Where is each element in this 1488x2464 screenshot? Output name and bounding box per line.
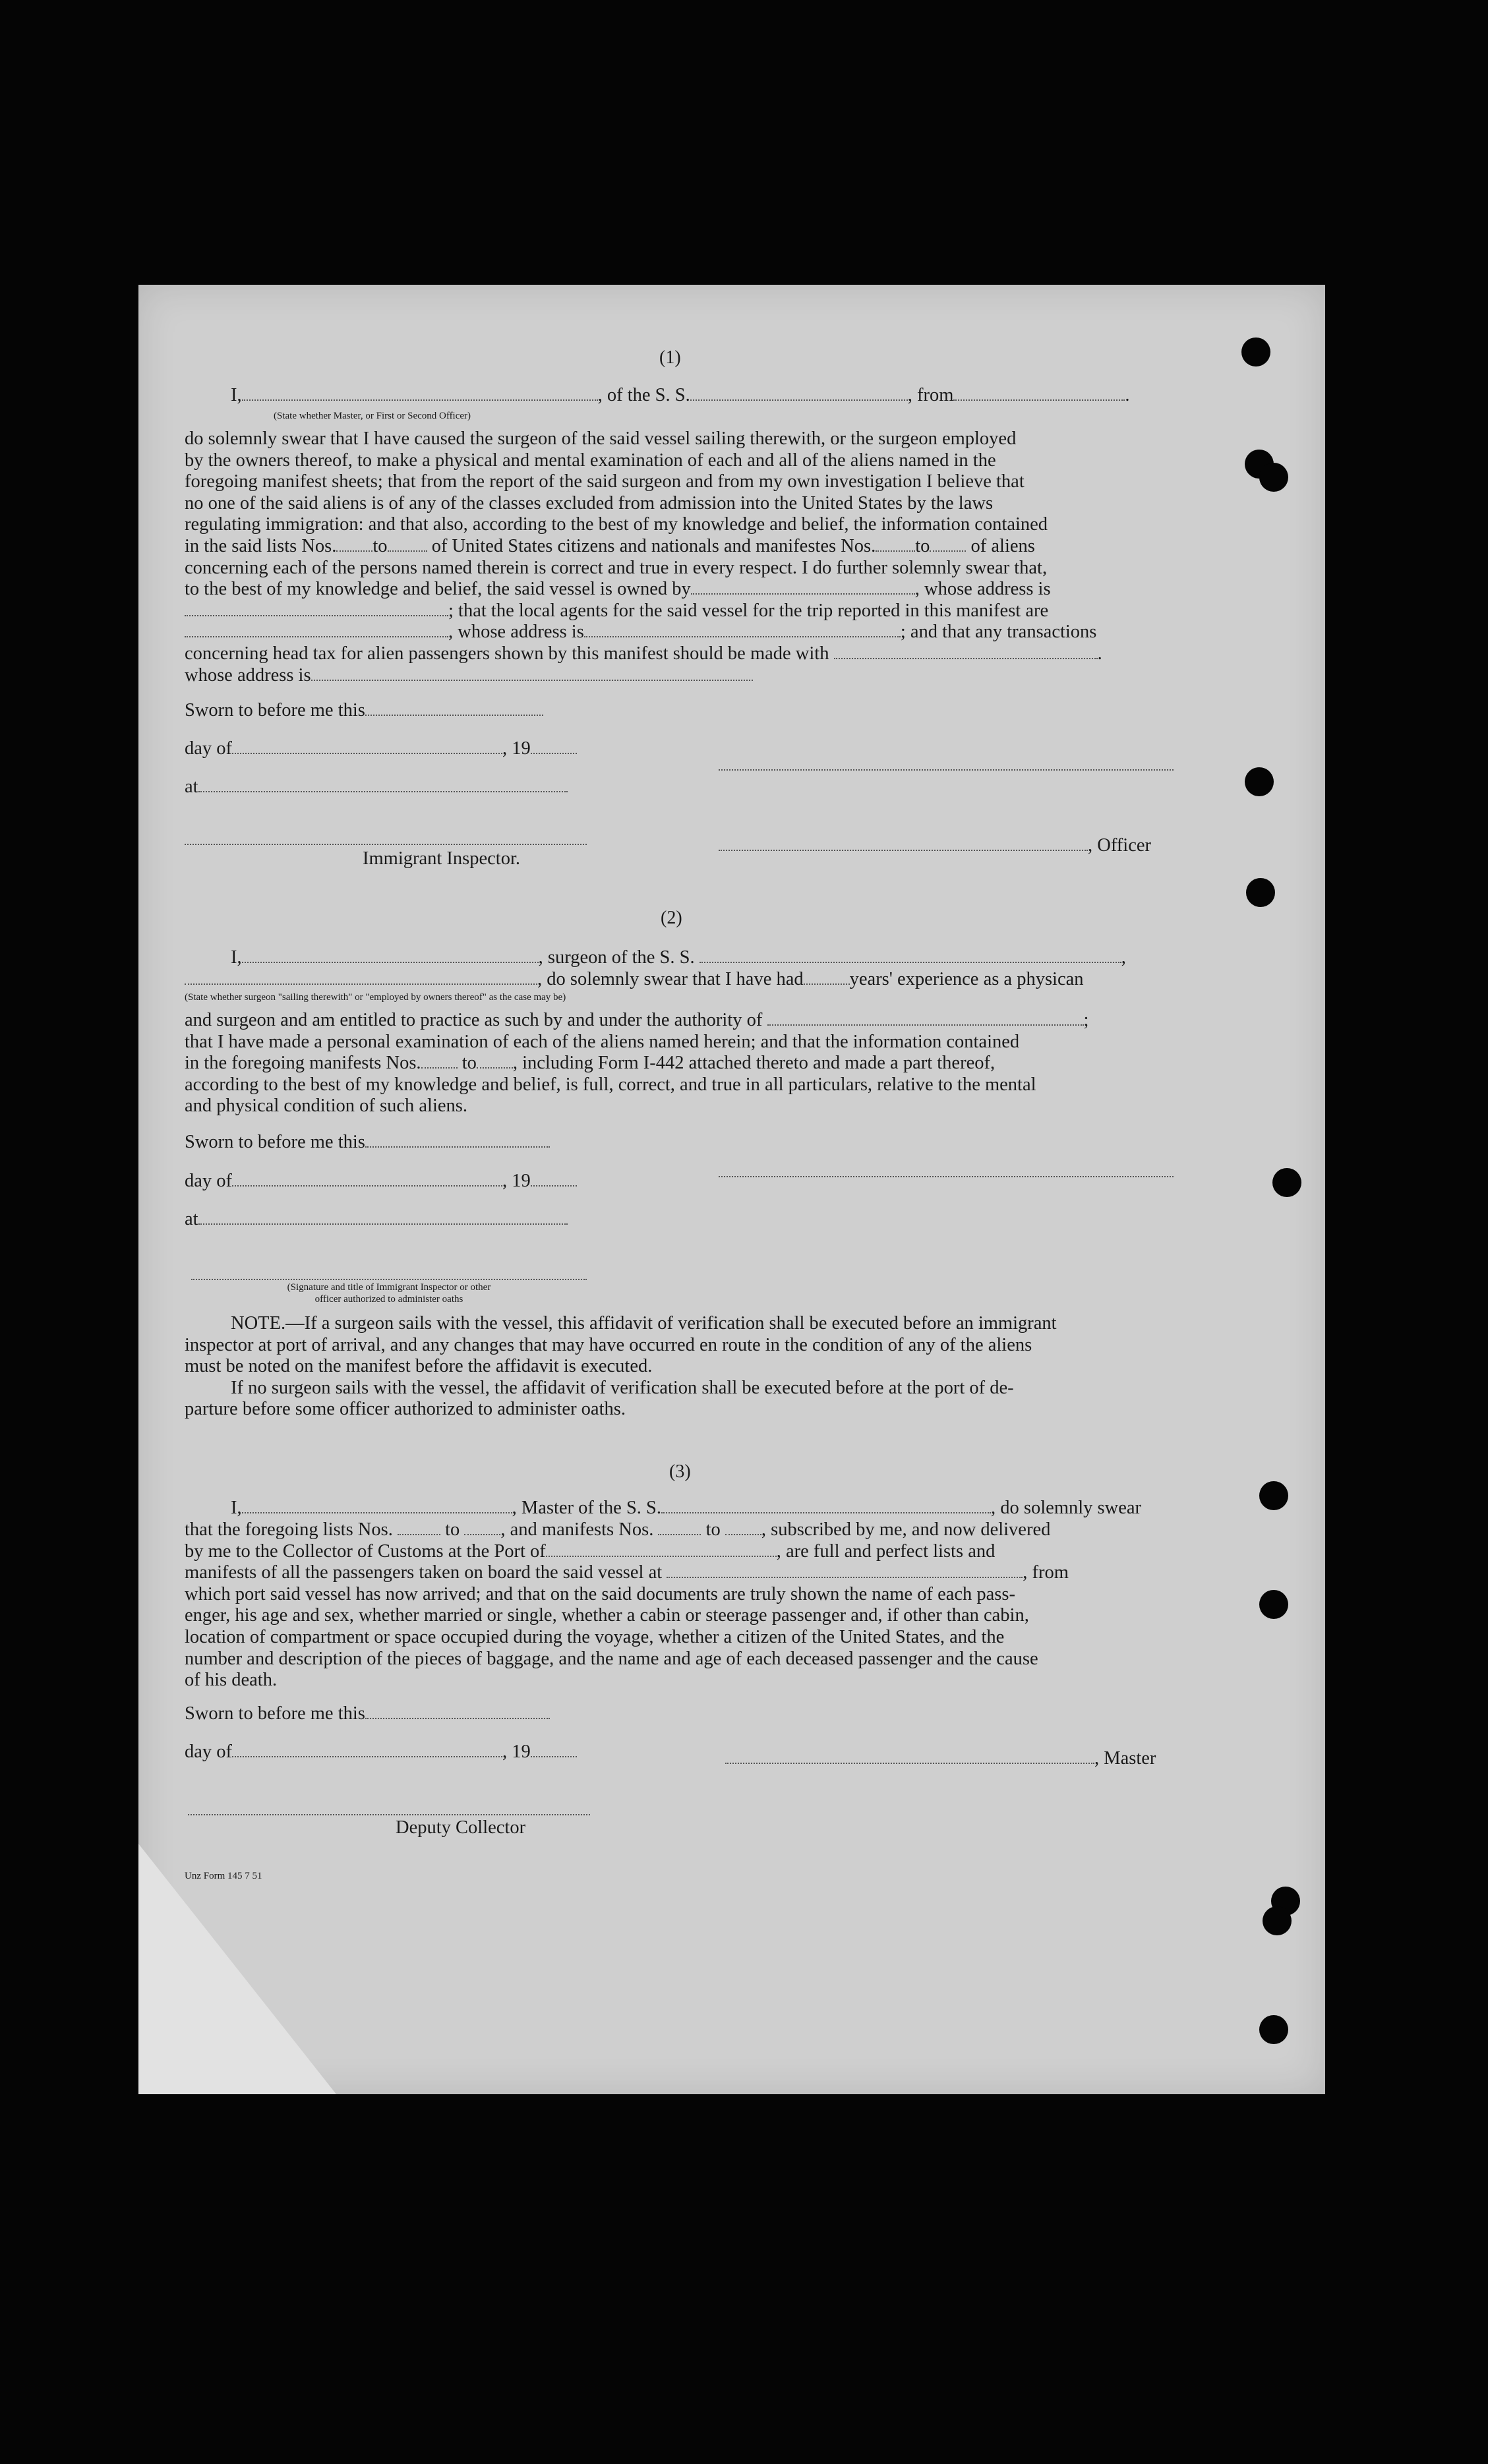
punch-hole <box>1241 337 1270 367</box>
master-line <box>725 1748 1156 1769</box>
text: , <box>1121 947 1126 968</box>
text: to <box>445 1519 460 1540</box>
text: , 19 <box>502 738 531 759</box>
port-field[interactable] <box>546 1542 777 1557</box>
text: , including Form I-442 attached thereto and made a part thereof, <box>512 1053 996 1074</box>
text: by me to the Collector of Customs at the Port of <box>185 1540 546 1562</box>
text: day of <box>185 1171 233 1191</box>
body-line <box>185 601 1177 622</box>
body-line: number and description of the pieces of baggage, and the name and age of each deceased passenger and the cause <box>185 1648 1038 1669</box>
text: of aliens <box>970 535 1035 556</box>
body-line: of his death. <box>185 1670 278 1691</box>
note-line: inspector at port of arrival, and any changes that may have occurred en route in the condition of any of the aliens <box>185 1334 1032 1355</box>
text: , Master <box>1094 1748 1156 1769</box>
sworn-date-field[interactable] <box>365 1133 550 1148</box>
day-line <box>185 1742 577 1763</box>
punch-hole <box>1246 878 1275 907</box>
manifest-no-from-field[interactable] <box>658 1521 701 1535</box>
oath-line: I, , of the S. S. , from . <box>231 385 1130 405</box>
text: I, <box>231 947 242 968</box>
day-field[interactable] <box>232 1743 502 1757</box>
text: manifests of all the passengers taken on board the said vessel at <box>185 1562 663 1583</box>
place-field[interactable] <box>198 778 568 792</box>
from-port-field[interactable] <box>953 386 1125 401</box>
authority-field[interactable] <box>767 1011 1084 1026</box>
text: Sworn to before me this <box>185 1703 365 1724</box>
sworn-line <box>185 1132 550 1153</box>
body-line <box>185 579 1177 601</box>
sworn-date-field[interactable] <box>365 1705 550 1719</box>
manifest-no-from-field[interactable] <box>421 1054 458 1069</box>
at-line <box>185 777 568 798</box>
text: Sworn to before me this <box>185 700 365 720</box>
manifest-no-to-field[interactable] <box>477 1054 513 1069</box>
text: , Officer <box>1088 835 1152 856</box>
body-line <box>185 665 1177 687</box>
owner-address-field[interactable] <box>185 602 448 616</box>
oath-line <box>185 969 1084 990</box>
text: , whose address is <box>914 579 1051 600</box>
note-line: must be noted on the manifest before the affidavit is executed. <box>185 1356 653 1377</box>
surgeon-status-field[interactable] <box>185 970 537 985</box>
text: to <box>915 535 930 556</box>
deputy-label: Deputy Collector <box>396 1817 526 1838</box>
manifest-no-to-field[interactable] <box>930 537 966 552</box>
body-line: regulating immigration: and that also, according to the best of my knowledge and belief, the information contained <box>185 514 1048 535</box>
text: at <box>185 1209 198 1229</box>
body-line: do solemnly swear that I have caused the surgeon of the said vessel sailing therewith, or the surgeon employed <box>185 428 1017 449</box>
section-2-body <box>185 1010 1177 1117</box>
collector-signature-line[interactable] <box>188 1814 590 1815</box>
body-line <box>185 536 1177 558</box>
oath-line <box>231 1498 1141 1519</box>
text: day of <box>185 738 233 759</box>
text: that the foregoing lists Nos. <box>185 1519 393 1540</box>
body-line: foregoing manifest sheets; that from the report of the said surgeon and from my own investigation I believe that <box>185 471 1025 492</box>
punch-hole <box>1259 1481 1288 1510</box>
text: whose address is <box>185 664 311 686</box>
signature-line[interactable] <box>719 769 1174 771</box>
text: in the said lists Nos. <box>185 535 337 556</box>
surgeon-name-field[interactable] <box>242 949 539 963</box>
inspector-signature-line[interactable] <box>191 1279 587 1280</box>
text: years' experience as a physican <box>849 969 1084 989</box>
list-no-to-field[interactable] <box>388 537 427 552</box>
punch-hole <box>1259 463 1288 492</box>
note-line: parture before some officer authorized to administer oaths. <box>185 1399 626 1420</box>
text: to <box>705 1519 721 1540</box>
body-line <box>185 1053 1177 1074</box>
text: , 19 <box>502 1171 531 1191</box>
text: , are full and perfect lists and <box>776 1540 996 1562</box>
section-3-body <box>185 1519 1177 1691</box>
head-tax-address-field[interactable] <box>311 666 753 681</box>
agents-address-field[interactable] <box>584 623 901 637</box>
head-tax-field[interactable] <box>834 645 1098 659</box>
list-no-to-field[interactable] <box>464 1521 500 1535</box>
text: I, <box>231 385 242 405</box>
year-field[interactable] <box>531 1743 577 1757</box>
surgeon-caption: (State whether surgeon "sailing therewith" or "employed by owners thereof" as the case may be) <box>185 992 566 1003</box>
sworn-line <box>185 700 543 721</box>
owner-field[interactable] <box>691 580 915 595</box>
punch-hole <box>1272 1168 1301 1197</box>
text: , do solemnly swear <box>991 1498 1141 1518</box>
list-no-from-field[interactable] <box>398 1521 440 1535</box>
note-line: NOTE.—If a surgeon sails with the vessel, this affidavit of verification shall be executed before an immigrant <box>231 1313 1057 1334</box>
inspector-signature-line[interactable] <box>185 844 587 845</box>
text: (Signature and title of Immigrant Inspector or other <box>287 1282 491 1293</box>
signature-caption <box>191 1281 587 1305</box>
at-line <box>185 1209 568 1230</box>
text: , do solemnly swear that I have had <box>537 969 804 989</box>
text: officer authorized to administer oaths <box>314 1294 463 1305</box>
inspector-label: Immigrant Inspector. <box>363 848 521 869</box>
body-line: no one of the said aliens is of any of the classes excluded from admission into the United States by the laws <box>185 492 994 513</box>
year-field[interactable] <box>531 740 577 754</box>
day-field[interactable] <box>232 1172 502 1187</box>
body-line: location of compartment or space occupied during the voyage, whether a citizen of the United States, and the <box>185 1626 1005 1647</box>
body-line: which port said vessel has now arrived; and that on the said documents are truly shown the name of each pass- <box>185 1583 1015 1604</box>
punch-hole <box>1259 1590 1288 1619</box>
body-line: concerning head tax for alien passengers shown by this manifest should be made with . <box>185 643 1102 664</box>
officer-signature-field[interactable] <box>719 836 1088 851</box>
place-field[interactable] <box>198 1210 568 1225</box>
officer-name-field[interactable] <box>242 386 598 401</box>
text: of United States citizens and nationals and manifestes Nos. <box>431 535 876 556</box>
body-line: and physical condition of such aliens. <box>185 1096 467 1117</box>
text: to <box>372 535 388 556</box>
vessel-name-field[interactable] <box>661 1499 991 1513</box>
text: at <box>185 777 198 797</box>
text: I, <box>231 1498 242 1518</box>
day-line <box>185 1171 577 1192</box>
text: , of the S. S. <box>597 385 690 405</box>
text: ; and that any transactions <box>900 622 1097 643</box>
body-line <box>185 622 1177 643</box>
signature-line[interactable] <box>719 1176 1174 1177</box>
section-1-body <box>185 428 1177 686</box>
form-id: Unz Form 145 7 51 <box>185 1871 262 1881</box>
text: ; <box>1083 1010 1089 1030</box>
text: and surgeon and am entitled to practice as such by and under the authority of <box>185 1010 763 1030</box>
text: , and manifests Nos. <box>500 1519 654 1540</box>
text: , whose address is <box>448 622 584 643</box>
text: , 19 <box>502 1742 531 1762</box>
note <box>185 1313 1177 1421</box>
text: , subscribed by me, and now delivered <box>761 1519 1051 1540</box>
body-line <box>185 1541 1177 1563</box>
document-page <box>138 285 1325 2094</box>
text: to <box>461 1053 477 1074</box>
body-line: enger, his age and sex, whether married or single, whether a cabin or steerage passenger and, if other than cabin, <box>185 1605 1029 1626</box>
day-field[interactable] <box>232 740 502 754</box>
text: , from <box>1023 1562 1069 1583</box>
text: to the best of my knowledge and belief, the said vessel is owned by <box>185 579 691 600</box>
text: Sworn to before me this <box>185 1132 365 1152</box>
master-signature-field[interactable] <box>725 1749 1094 1764</box>
years-field[interactable] <box>804 970 850 985</box>
section-number: (3) <box>669 1461 691 1482</box>
text: , Master of the S. S. <box>512 1498 662 1518</box>
body-line <box>185 1519 1177 1541</box>
text: ; that the local agents for the said vessel for the trip reported in this manifest are <box>448 600 1049 621</box>
body-line <box>185 1010 1177 1032</box>
officer-line <box>719 835 1151 856</box>
section-number: (1) <box>659 347 681 368</box>
punch-hole <box>1245 767 1274 796</box>
punch-hole <box>1263 1906 1292 1935</box>
master-name-field[interactable] <box>242 1499 512 1513</box>
manifest-no-to-field[interactable] <box>725 1521 761 1535</box>
year-field[interactable] <box>531 1172 577 1187</box>
body-line: concerning each of the persons named therein is correct and true in every respect. I do further solemnly swear that, <box>185 557 1048 578</box>
section-number: (2) <box>661 908 682 928</box>
text: concerning head tax for alien passengers shown by this manifest should be made with <box>185 643 829 664</box>
list-no-from-field[interactable] <box>336 537 372 552</box>
text: , surgeon of the S. S. <box>538 947 695 968</box>
day-line <box>185 738 577 759</box>
officer-caption: (State whether Master, or First or Second Officer) <box>274 411 471 421</box>
sworn-date-field[interactable] <box>365 701 543 716</box>
oath-line <box>231 947 1126 968</box>
text: , from <box>907 385 954 405</box>
sworn-line <box>185 1703 550 1724</box>
body-line <box>185 1562 1177 1584</box>
text: in the foregoing manifests Nos. <box>185 1053 421 1074</box>
body-line: by the owners thereof, to make a physical and mental examination of each and all of the aliens named in the <box>185 450 996 471</box>
note-line: If no surgeon sails with the vessel, the affidavit of verification shall be executed before at the port of de- <box>231 1377 1014 1398</box>
punch-hole <box>1259 2015 1288 2044</box>
departure-port-field[interactable] <box>667 1564 1023 1578</box>
vessel-name-field[interactable] <box>699 949 1121 963</box>
agents-field[interactable] <box>185 623 448 637</box>
body-line: that I have made a personal examination of each of the aliens named herein; and that the information contained <box>185 1031 1020 1052</box>
text: day of <box>185 1742 233 1762</box>
vessel-name-field[interactable] <box>690 386 908 401</box>
body-line: according to the best of my knowledge and belief, is full, correct, and true in all particulars, relative to the mental <box>185 1074 1036 1095</box>
manifest-no-from-field[interactable] <box>876 537 915 552</box>
